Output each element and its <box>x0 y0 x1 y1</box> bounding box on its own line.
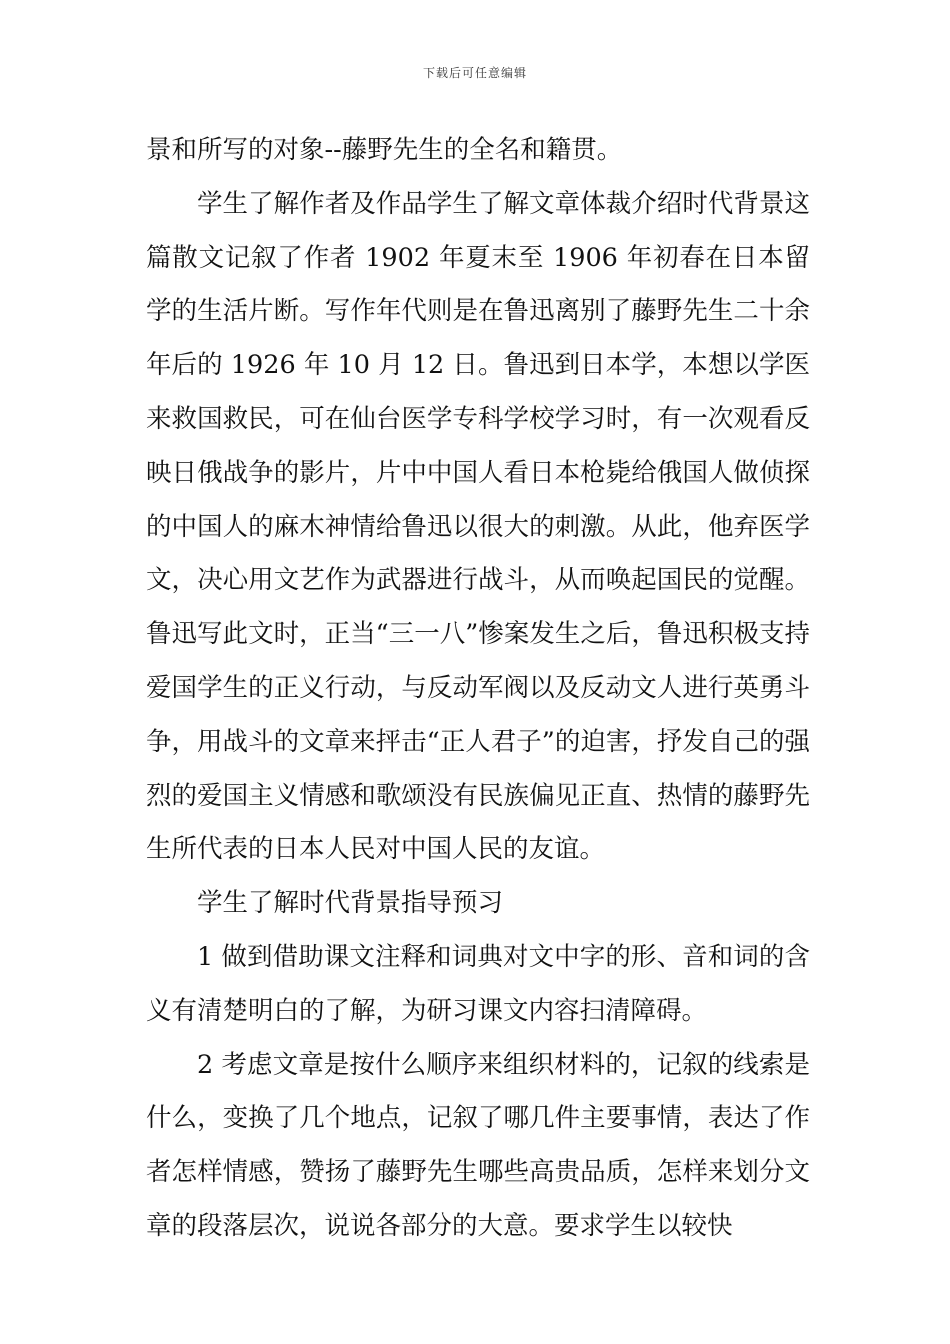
paragraph-background: 学生了解作者及作品学生了解文章体裁介绍时代背景这篇散文记叙了作者 1902 年夏末至 1906 年初春在日本留学的生活片断。写作年代则是在鲁迅离别了藤野先生二十余年后的 1926 年 10 月 12 日。鲁迅到日本学，本想以学医来救国救民，可在仙台医学专科学校学习时，有一次观看反映日俄战争的影片，片中中国人看日本枪毙给俄国人做侦探的中国人的麻木神情给鲁迅以很大的刺激。从此，他弃医学文，决心用文艺作为武器进行战斗，从而唤起国民的觉醒。鲁迅写此文时，正当“三一八”惨案发生之后，鲁迅积极支持爱国学生的正义行动，与反动军阀以及反动文人进行英勇斗争，用战斗的文章来抨击“正人君子”的迫害，抒发自己的强烈的爱国主义情感和歌颂没有民族偏见正直、热情的藤野先生所代表的日本人民对中国人民的友谊。 <box>146 188 810 865</box>
page-header: 下载后可任意编辑 <box>422 66 527 80</box>
paragraph-task-1: 1 做到借助课文注释和词典对文中字的形、音和词的含义有清楚明白的了解，为研习课文内容扫清障碍。 <box>146 941 810 1026</box>
paragraph-task-2: 2 考虑文章是按什么顺序来组织材料的，记叙的线索是什么，变换了几个地点，记叙了哪几件主要事情，表达了作者怎样情感，赞扬了藤野先生哪些高贵品质，怎样来划分文章的段落层次，说说各部分的大意。要求学生以较快 <box>146 1049 810 1241</box>
paragraph-preview-heading: 学生了解时代背景指导预习 <box>197 888 504 919</box>
body-text <box>146 124 810 1254</box>
paragraph-continuation: 景和所写的对象--藤野先生的全名和籍贯。 <box>146 135 623 165</box>
